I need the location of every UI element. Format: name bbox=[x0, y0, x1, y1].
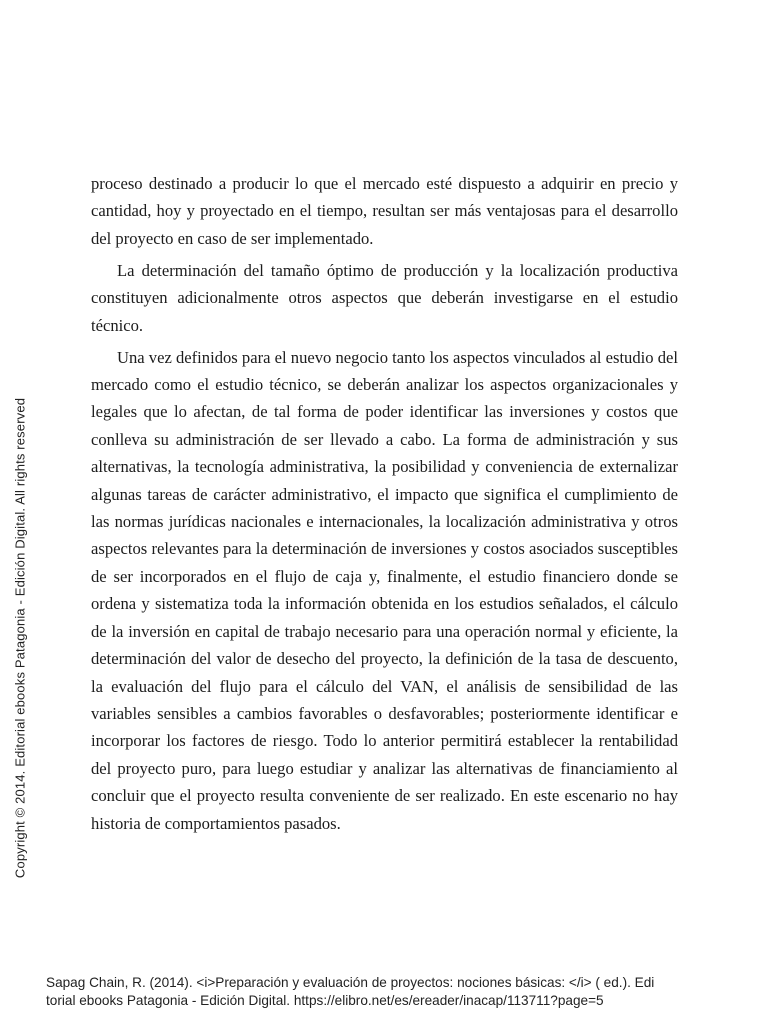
citation-line-2: torial ebooks Patagonia - Edición Digital. https://elibro.net/es/ereader/inacap/113711?page=5 bbox=[46, 992, 604, 1008]
paragraph-1: proceso destinado a producir lo que el mercado esté dispuesto a adquirir en precio y cantidad, hoy y proyectado en el tiempo, resultan ser más ventajosas para el desarrollo del proyecto en caso de ser implementado. bbox=[91, 174, 678, 248]
paragraph-3: Una vez definidos para el nuevo negocio tanto los aspectos vinculados al estudio del mercado como el estudio técnico, se deberán analizar los aspectos organizacionales y legales que lo afectan, de tal forma de poder identificar las inversiones y costos que conlleva su administración de ser llevado a cabo. La forma de administración y sus alternativas, la tecnología administrativa, la posibilidad y conveniencia de externalizar algunas tareas de carácter administrativo, el impacto que significa el cumplimiento de las normas jurídicas nacionales e internacionales, la localización administrativa y otros aspectos relevantes para la determinación de inversiones y costos asociados susceptibles de ser incorporados en el flujo de caja y, finalmente, el estudio financiero donde se ordena y sistematiza toda la información obtenida en los estudios señalados, el cálculo de la inversión en capital de trabajo necesario para una operación normal y eficiente, la determinación del valor de desecho del proyecto, la definición de la tasa de descuento, la evaluación del flujo para el cálculo del VAN, el análisis de sensibilidad de las variables sensibles a cambios favorables o desfavorables; posteriormente identificar e incorporar los factores de riesgo. Todo lo anterior permitirá establecer la rentabilidad del proyecto puro, para luego estudiar y analizar las alternativas de financiamiento al concluir que el proyecto resulta conveniente de ser realizado. En este escenario no hay historia de comportamientos pasados. bbox=[91, 347, 678, 833]
paragraph-2: La determinación del tamaño óptimo de producción y la localización productiva constituyen adicionalmente otros aspectos que deberán investigarse en el estudio técnico. bbox=[91, 260, 678, 335]
citation-footer bbox=[46, 974, 746, 1009]
copyright-notice: Copyright © 2014. Editorial ebooks Patagonia - Edición Digital. All rights reserved bbox=[12, 397, 28, 879]
citation-line-1: Sapag Chain, R. (2014). <i>Preparación y evaluación de proyectos: nociones básicas: </i> ( ed.). Edi bbox=[46, 975, 655, 990]
body-text bbox=[91, 170, 678, 842]
